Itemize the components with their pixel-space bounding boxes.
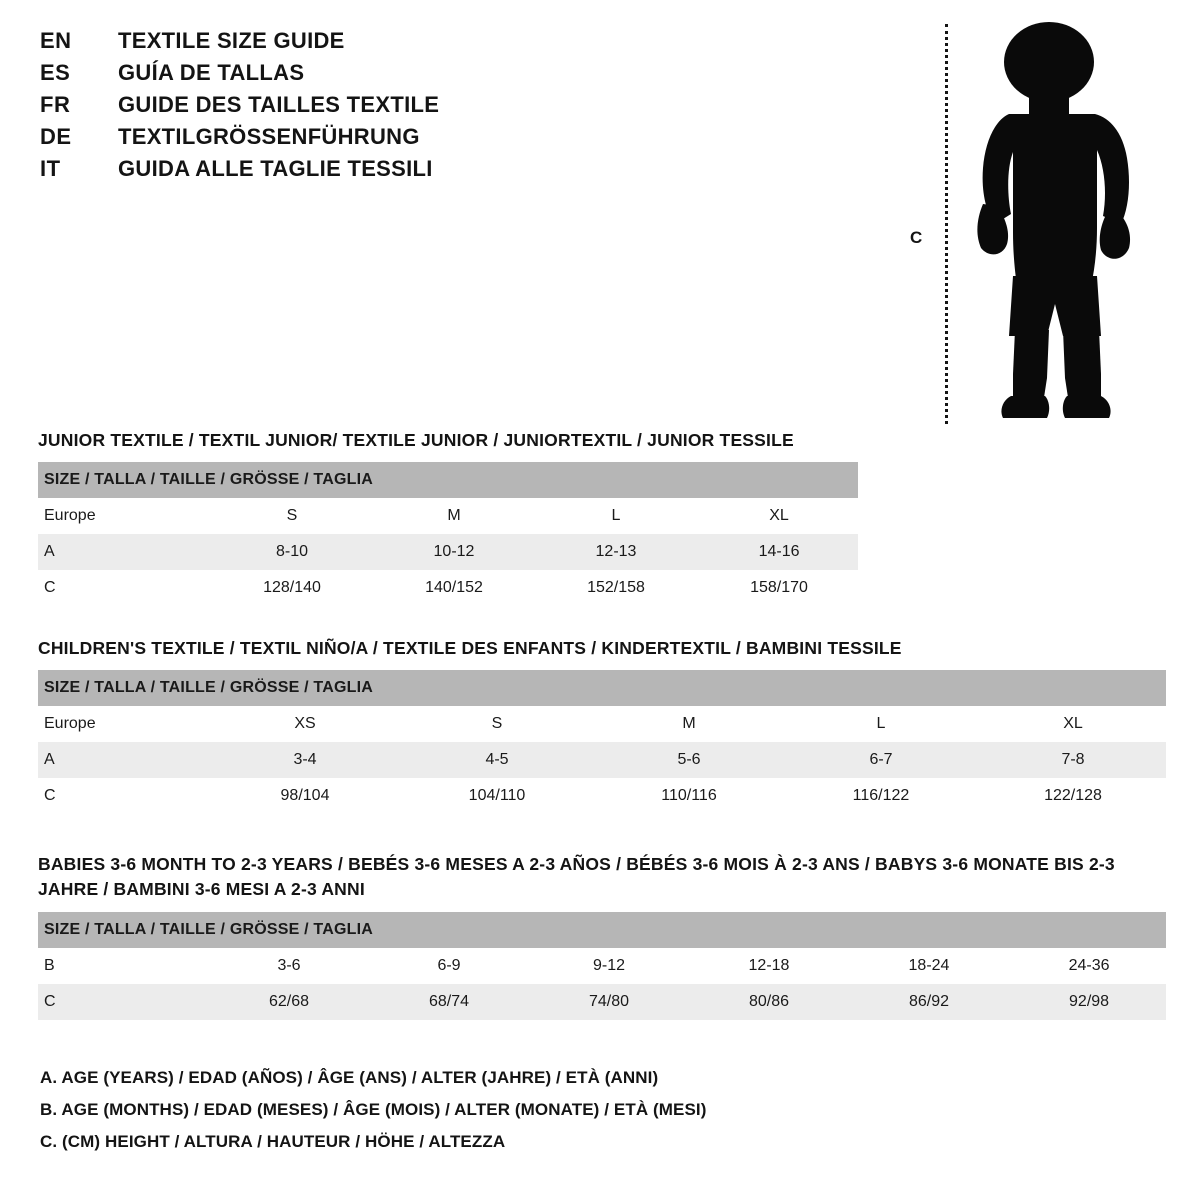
table-row [38, 706, 1166, 742]
section-title: CHILDREN'S TEXTILE / TEXTIL NIÑO/A / TEXTILE DES ENFANTS / KINDERTEXTIL / BAMBINI TESSILE [38, 638, 902, 658]
cell-value: 98/104 [206, 778, 398, 814]
cell-value: 62/68 [206, 984, 366, 1020]
language-row [40, 28, 660, 54]
cell-value: 3-6 [206, 948, 366, 984]
height-dashed-line [945, 24, 948, 424]
cell-value: 12-18 [686, 948, 846, 984]
language-title-block [40, 28, 660, 188]
size-table-children [38, 670, 1166, 814]
language-title-it: GUIDA ALLE TAGLIE TESSILI [118, 156, 433, 181]
band-label: SIZE / TALLA / TAILLE / GRÖSSE / TAGLIA [38, 462, 858, 498]
child-silhouette-icon [955, 18, 1155, 428]
row-label: C [38, 570, 208, 606]
language-code-es: ES [40, 60, 71, 85]
row-label: Europe [38, 706, 206, 742]
cell-value: L [782, 706, 974, 742]
row-label: C [38, 778, 206, 814]
section-junior-textile [38, 428, 1166, 606]
table-row [38, 570, 858, 606]
cell-value: 104/110 [398, 778, 590, 814]
language-code-it: IT [40, 156, 61, 181]
language-title-de: TEXTILGRÖSSENFÜHRUNG [118, 124, 420, 149]
language-title-fr: GUIDE DES TAILLES TEXTILE [118, 92, 440, 117]
cell-value: 92/98 [1006, 984, 1166, 1020]
cell-value: 18-24 [846, 948, 1006, 984]
table-row [38, 778, 1166, 814]
cell-value: 158/170 [694, 570, 858, 606]
height-figure [900, 10, 1160, 430]
legend-line-b: B. AGE (MONTHS) / EDAD (MESES) / ÂGE (MOIS) / ALTER (MONATE) / ETÀ (MESI) [40, 1100, 707, 1119]
section-babies-textile [38, 852, 1166, 1020]
cell-value: 24-36 [1006, 948, 1166, 984]
cell-value: 110/116 [590, 778, 782, 814]
legend-line-a: A. AGE (YEARS) / EDAD (AÑOS) / ÂGE (ANS) / ALTER (JAHRE) / ETÀ (ANNI) [40, 1068, 659, 1087]
cell-value: 8-10 [208, 534, 370, 570]
band-label: SIZE / TALLA / TAILLE / GRÖSSE / TAGLIA [38, 670, 1166, 706]
language-code-en: EN [40, 28, 72, 53]
cell-value: M [590, 706, 782, 742]
cell-value: 7-8 [974, 742, 1166, 778]
cell-value: XL [974, 706, 1166, 742]
cell-value: 4-5 [398, 742, 590, 778]
row-label: Europe [38, 498, 208, 534]
cell-value: 9-12 [526, 948, 686, 984]
cell-value: 10-12 [370, 534, 532, 570]
row-label: A [38, 534, 208, 570]
size-table-babies [38, 912, 1166, 1020]
section-title: BABIES 3-6 MONTH TO 2-3 YEARS / BEBÉS 3-6 MESES A 2-3 AÑOS / BÉBÉS 3-6 MOIS À 2-3 ANS / BABYS 3-6 MONATE BIS 2-3 JAHRE / BAMBINI 3-6 MESI A 2-3 ANNI [38, 854, 1115, 900]
cell-value: 74/80 [526, 984, 686, 1020]
row-label: C [38, 984, 206, 1020]
cell-value: 140/152 [370, 570, 532, 606]
legend-line-c: C. (CM) HEIGHT / ALTURA / HAUTEUR / HÖHE / ALTEZZA [40, 1132, 506, 1151]
height-marker-label: C [910, 228, 923, 247]
table-band-header [38, 670, 1166, 706]
language-row [40, 124, 660, 150]
cell-value: 5-6 [590, 742, 782, 778]
cell-value: 152/158 [532, 570, 694, 606]
language-row [40, 156, 660, 182]
table-band-header [38, 912, 1166, 948]
band-label: SIZE / TALLA / TAILLE / GRÖSSE / TAGLIA [38, 912, 1166, 948]
language-row [40, 92, 660, 118]
language-title-es: GUÍA DE TALLAS [118, 60, 305, 85]
table-band-header [38, 462, 858, 498]
language-code-fr: FR [40, 92, 71, 117]
cell-value: 128/140 [208, 570, 370, 606]
table-row [38, 984, 1166, 1020]
table-row [38, 948, 1166, 984]
table-row [38, 742, 1166, 778]
table-row [38, 498, 858, 534]
cell-value: XL [694, 498, 858, 534]
cell-value: 116/122 [782, 778, 974, 814]
cell-value: 122/128 [974, 778, 1166, 814]
cell-value: 12-13 [532, 534, 694, 570]
language-row [40, 60, 660, 86]
cell-value: 80/86 [686, 984, 846, 1020]
size-table-junior [38, 462, 858, 606]
language-code-de: DE [40, 124, 72, 149]
cell-value: 6-7 [782, 742, 974, 778]
legend-block [40, 1068, 1040, 1164]
cell-value: 86/92 [846, 984, 1006, 1020]
cell-value: 14-16 [694, 534, 858, 570]
cell-value: S [398, 706, 590, 742]
cell-value: 6-9 [366, 948, 526, 984]
cell-value: M [370, 498, 532, 534]
section-title: JUNIOR TEXTILE / TEXTIL JUNIOR/ TEXTILE JUNIOR / JUNIORTEXTIL / JUNIOR TESSILE [38, 430, 794, 450]
cell-value: 3-4 [206, 742, 398, 778]
cell-value: XS [206, 706, 398, 742]
row-label: B [38, 948, 206, 984]
language-title-en: TEXTILE SIZE GUIDE [118, 28, 345, 53]
cell-value: S [208, 498, 370, 534]
cell-value: 68/74 [366, 984, 526, 1020]
cell-value: L [532, 498, 694, 534]
section-childrens-textile [38, 636, 1166, 814]
row-label: A [38, 742, 206, 778]
table-row [38, 534, 858, 570]
